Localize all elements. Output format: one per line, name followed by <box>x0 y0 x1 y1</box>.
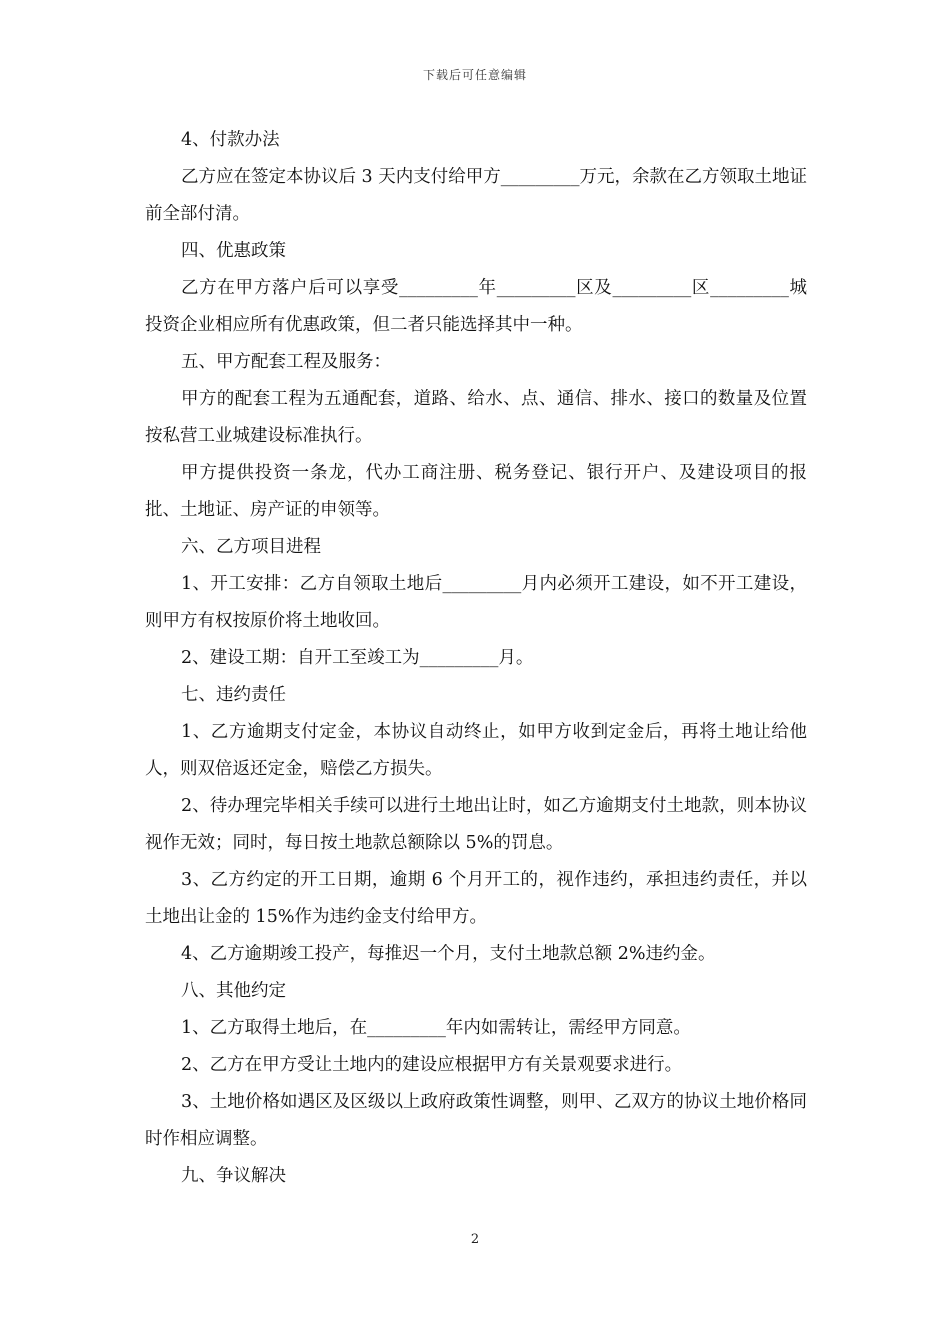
paragraph: 4、乙方逾期竣工投产，每推迟一个月，支付土地款总额 2%违约金。 <box>181 944 716 964</box>
paragraph: 1、乙方逾期支付定金，本协议自动终止，如甲方收到定金后，再将土地让给他人，则双倍返还定金，赔偿乙方损失。 <box>145 722 807 779</box>
paragraph: 2、乙方在甲方受让土地内的建设应根据甲方有关景观要求进行。 <box>181 1055 683 1075</box>
paragraph: 1、乙方取得土地后，在_________年内如需转让，需经甲方同意。 <box>181 1018 691 1038</box>
paragraph: 甲方提供投资一条龙，代办工商注册、税务登记、银行开户、及建设项目的报批、土地证、房产证的申领等。 <box>145 463 807 520</box>
section-heading: 4、付款办法 <box>181 130 280 150</box>
paragraph: 2、待办理完毕相关手续可以进行土地出让时，如乙方逾期支付土地款，则本协议视作无效；同时，每日按土地款总额除以 5%的罚息。 <box>145 796 807 853</box>
section-heading: 九、争议解决 <box>181 1166 286 1186</box>
paragraph: 3、土地价格如遇区及区级以上政府政策性调整，则甲、乙双方的协议土地价格同时作相应调整。 <box>145 1092 807 1149</box>
paragraph: 3、乙方约定的开工日期，逾期 6 个月开工的，视作违约，承担违约责任，并以土地出让金的 15%作为违约金支付给甲方。 <box>145 870 807 927</box>
paragraph: 2、建设工期：自开工至竣工为_________月。 <box>181 648 534 668</box>
section-heading: 四、优惠政策 <box>181 241 286 261</box>
section-heading: 五、甲方配套工程及服务： <box>181 352 391 372</box>
document-body <box>145 122 807 1195</box>
paragraph: 乙方应在签定本协议后 3 天内支付给甲方_________万元，余款在乙方领取土地证前全部付清。 <box>145 167 808 224</box>
page-number: 2 <box>470 1232 480 1247</box>
page-header: 下载后可任意编辑 <box>422 68 527 82</box>
section-heading: 八、其他约定 <box>181 981 286 1001</box>
paragraph: 甲方的配套工程为五通配套，道路、给水、点、通信、排水、接口的数量及位置按私营工业城建设标准执行。 <box>145 389 807 446</box>
section-heading: 六、乙方项目进程 <box>181 537 321 557</box>
paragraph: 1、开工安排：乙方自领取土地后_________月内必须开工建设，如不开工建设，则甲方有权按原价将土地收回。 <box>145 574 807 631</box>
paragraph: 乙方在甲方落户后可以享受_________年_________区及_________区_________城投资企业相应所有优惠政策，但二者只能选择其中一种。 <box>145 278 807 335</box>
section-heading: 七、违约责任 <box>181 685 286 705</box>
